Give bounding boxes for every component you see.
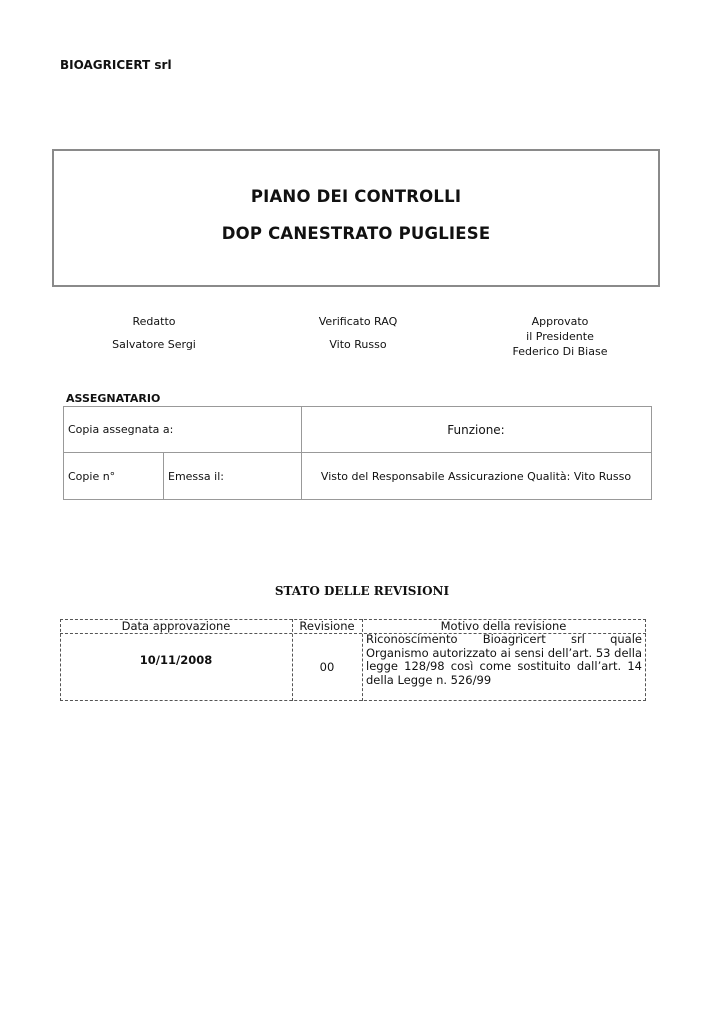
- title-box: [52, 149, 660, 287]
- redatto-name: Salvatore Sergi: [112, 338, 196, 351]
- company-name: BIOAGRICERT srl: [60, 58, 172, 72]
- copie-n-label: Copie n°: [68, 470, 116, 483]
- document-subtitle: DOP CANESTRATO PUGLIESE: [221, 224, 491, 243]
- row-data: 10/11/2008: [139, 653, 213, 667]
- header-motivo: Motivo della revisione: [440, 619, 567, 633]
- assegnatario-heading: ASSEGNATARIO: [66, 392, 161, 405]
- visto-responsabile: Visto del Responsabile Assicurazione Qualità: Vito Russo: [320, 470, 632, 483]
- verificato-label: Verificato RAQ: [318, 315, 398, 328]
- document-title: PIANO DEI CONTROLLI: [250, 187, 462, 206]
- approvato-name: Federico Di Biase: [512, 345, 608, 358]
- redatto-label: Redatto: [132, 315, 176, 328]
- revisions-title: STATO DELLE REVISIONI: [274, 584, 450, 598]
- verificato-name: Vito Russo: [329, 338, 387, 351]
- emessa-il-label: Emessa il:: [168, 470, 224, 483]
- funzione-label: Funzione:: [447, 423, 505, 437]
- assignment-table: [63, 406, 652, 500]
- row-motivo: Riconoscimento Bioagricert srl quale Organismo autorizzato ai sensi dell’art. 53 della legge 128/98 così come sostituito dall’art. 14 della Legge n. 526/99: [366, 632, 642, 687]
- approvato-label: Approvato: [531, 315, 589, 328]
- approvato-role: il Presidente: [526, 330, 594, 343]
- revisions-table: [60, 619, 646, 701]
- copia-assegnata-label: Copia assegnata a:: [68, 423, 174, 436]
- header-revisione: Revisione: [299, 619, 355, 633]
- row-revisione: 00: [319, 660, 335, 674]
- header-data-approvazione: Data approvazione: [121, 619, 231, 633]
